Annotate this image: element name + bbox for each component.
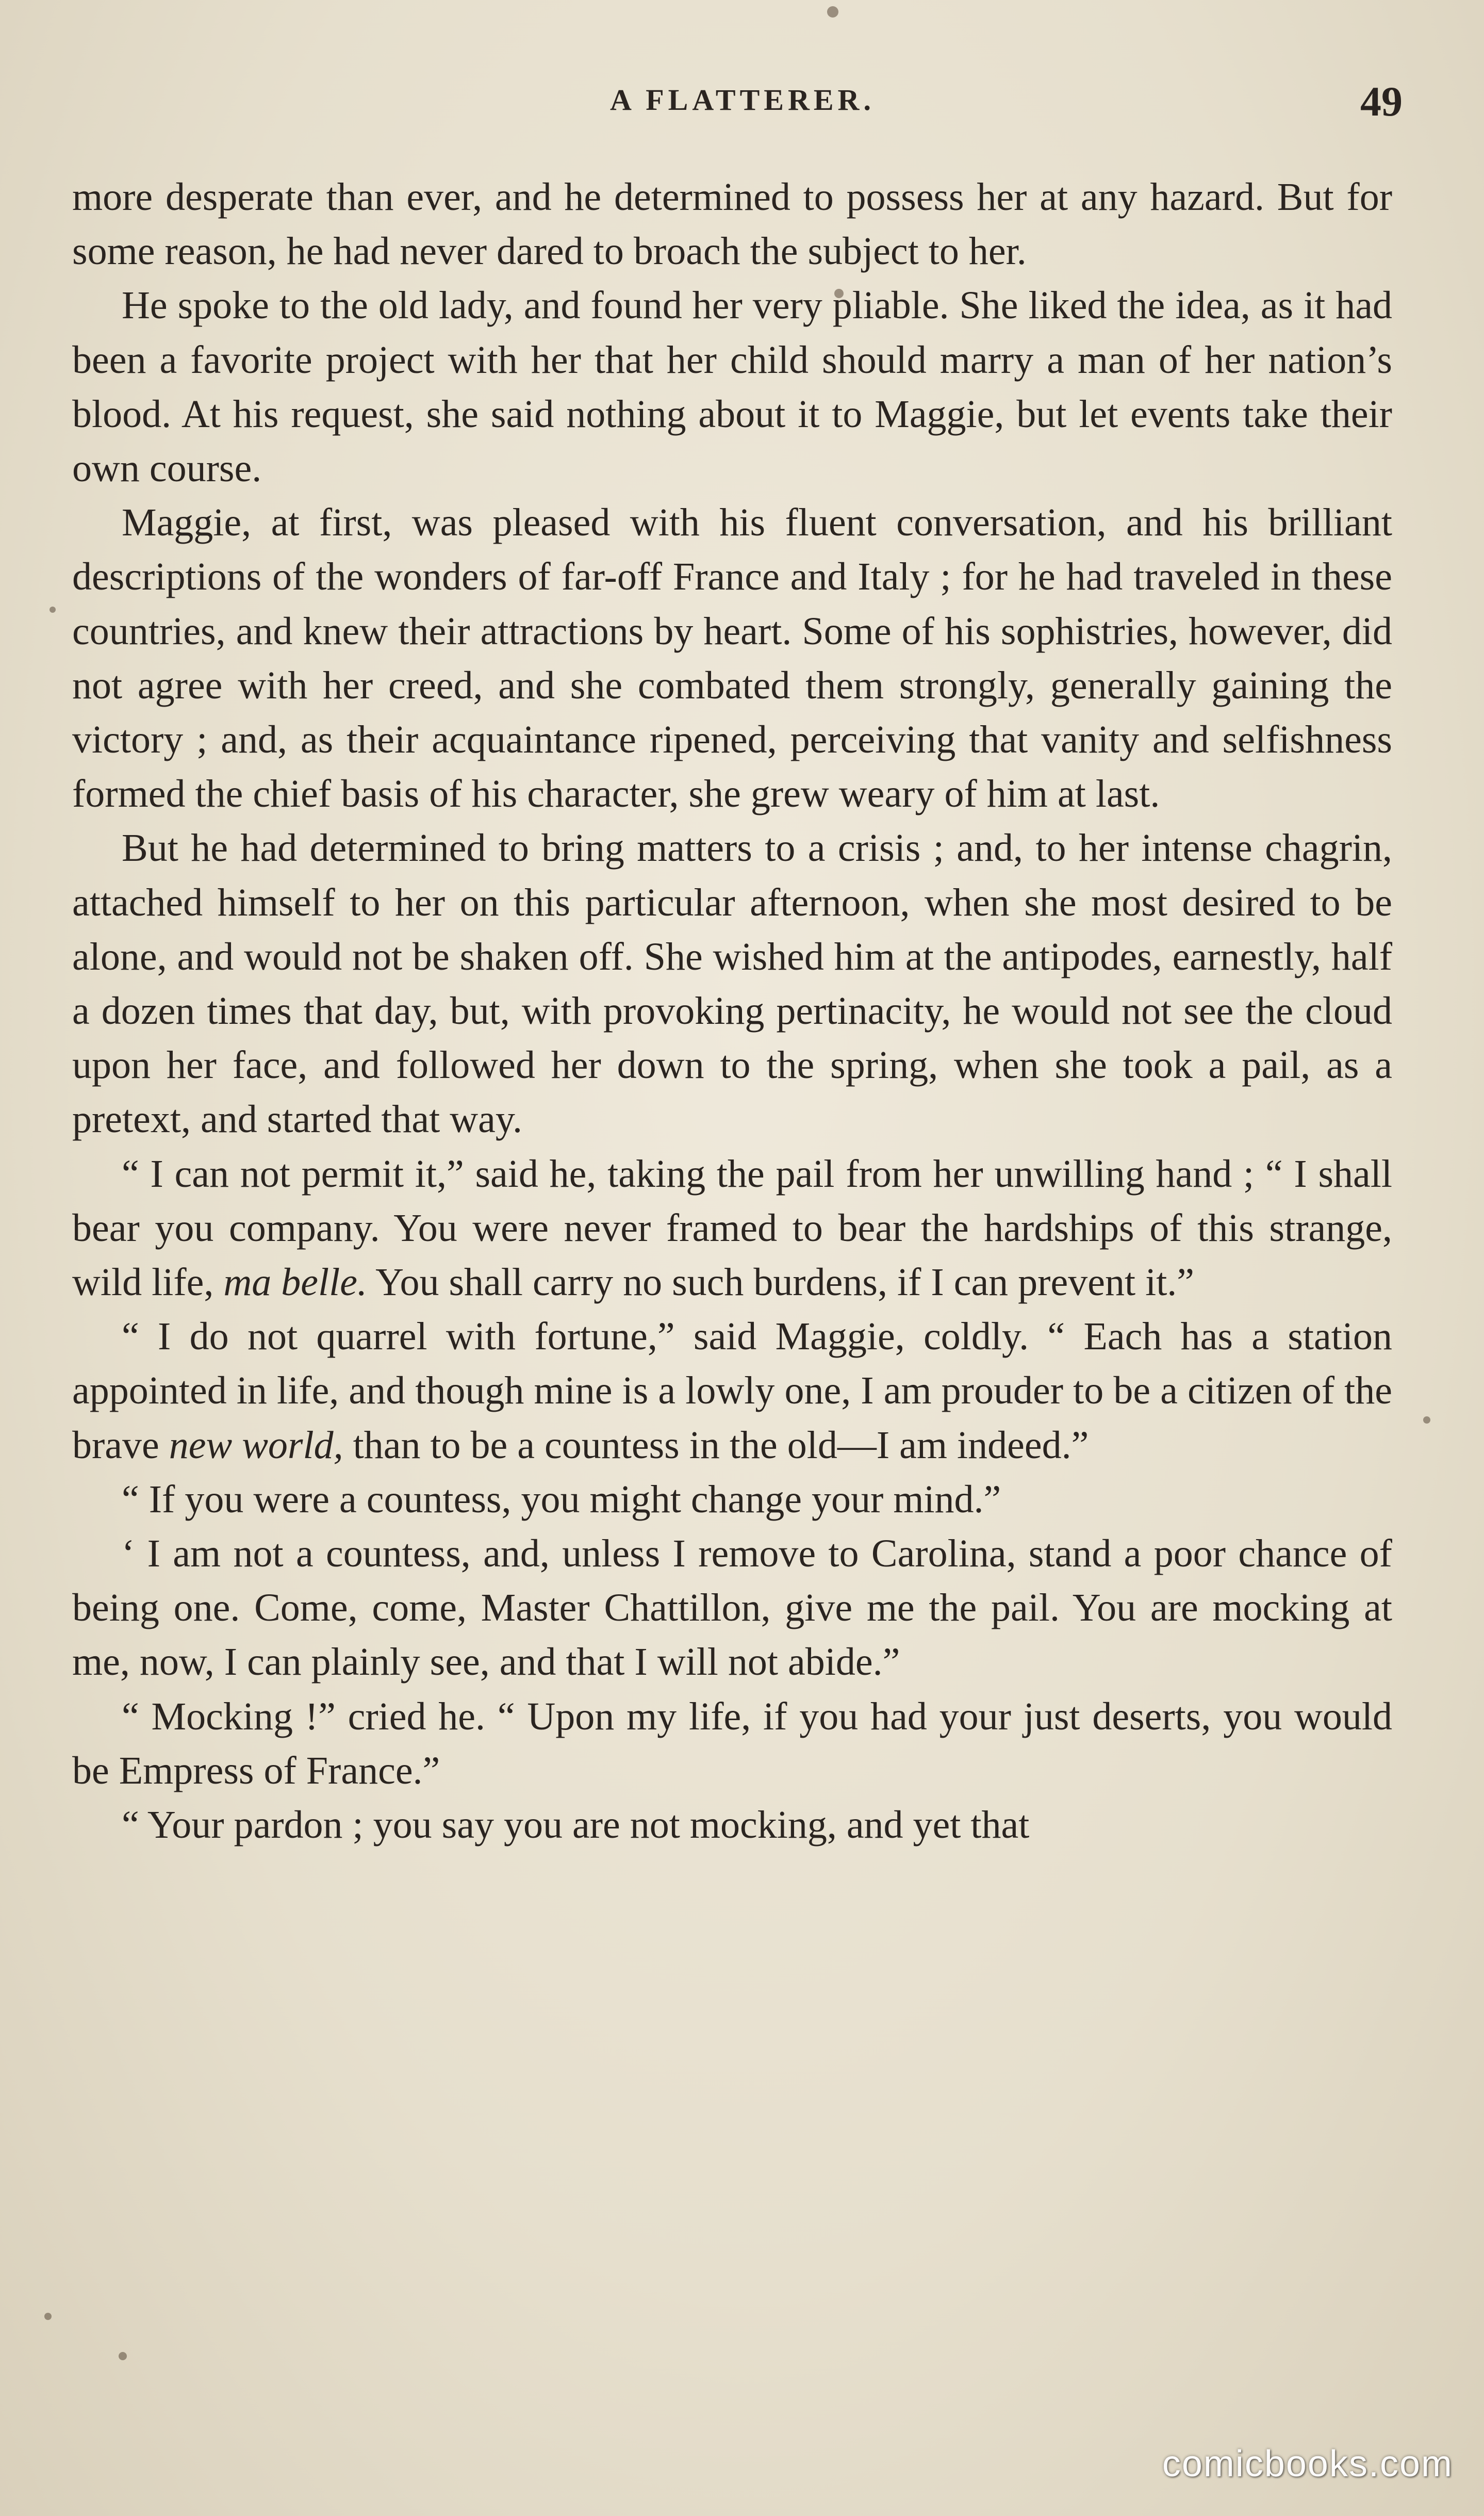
paper-speck	[1423, 1416, 1430, 1424]
text-segment: than to be a countess in the old—I am indeed.”	[343, 1423, 1089, 1467]
text-segment: “ Mocking !” cried he. “ Upon my life, if you had your just deserts, you would be Empress of France.”	[72, 1694, 1392, 1792]
text-segment: “ Your pardon ; you say you are not mocking, and yet that	[122, 1803, 1030, 1847]
text-segment: “ If you were a countess, you might change your mind.”	[122, 1477, 1001, 1521]
paragraph	[72, 1798, 1392, 1852]
paragraph	[72, 1690, 1392, 1798]
running-head: A FLATTERER.	[610, 83, 875, 117]
paragraph	[72, 1473, 1392, 1527]
paragraph	[72, 496, 1392, 821]
paper-speck	[50, 607, 56, 613]
watermark: comicbooks.com	[1162, 2443, 1453, 2485]
text-segment: Maggie, at first, was pleased with his fluent conversation, and his brilliant descriptions of the wonders of far-off France and Italy ; for he had traveled in these countries, and knew their attractions by heart. Some of his sophistries, however, did not agree with her creed, and she combated them strongly, generally gaining the victory ; and, as their acquaintance ripened, perceiving that vanity and selfishness formed the chief basis of his character, she grew weary of him at last.	[72, 501, 1392, 816]
text-segment: more desperate than ever, and he determined to possess her at any hazard. But for some reason, he had never dared to broach the subject to her.	[72, 175, 1392, 273]
paragraph	[72, 170, 1392, 279]
text-segment: ‘ I am not a countess, and, unless I remove to Carolina, stand a poor chance of being one. Come, come, Master Chattillon, give me the pail. You are mocking at me, now, I can plainly see, and that I will not abide.”	[72, 1532, 1392, 1684]
paragraph	[72, 1527, 1392, 1690]
text-segment: But he had determined to bring matters to a crisis ; and, to her intense chagrin, attached himself to her on this particular afternoon, when she most desired to be alone, and would not be shaken off. She wished him at the antipodes, earnestly, half a dozen times that day, but, with provoking pertinacity, he would not see the cloud upon her face, and followed her down to the spring, when she took a pail, as a pretext, and started that way.	[72, 826, 1392, 1141]
page-header	[83, 77, 1403, 134]
text-segment: “ I can not permit it,” said he, taking the pail from her unwilling hand ; “ I shall bear you company. You were never framed to bear the hardships of this strange, wild life,	[72, 1152, 1392, 1304]
page-number: 49	[1360, 78, 1403, 125]
paragraph	[72, 1147, 1392, 1310]
italic-text: ma belle.	[223, 1261, 367, 1304]
body-text	[72, 170, 1392, 1852]
paragraph	[72, 821, 1392, 1147]
text-segment: You shall carry no such burdens, if I can prevent it.”	[367, 1261, 1195, 1304]
paper-speck	[119, 2352, 127, 2360]
paragraph	[72, 1310, 1392, 1473]
italic-text: new world,	[169, 1423, 343, 1467]
paper-speck	[44, 2313, 52, 2320]
text-segment: “ I do not quarrel with fortune,” said Maggie, coldly. “ Each has a station appointed in life, and though mine is a lowly one, I am prouder to be a citizen of the brave	[72, 1315, 1392, 1467]
paragraph	[72, 279, 1392, 496]
paper-speck	[827, 6, 838, 18]
text-segment: He spoke to the old lady, and found her very pliable. She liked the idea, as it had been a favorite project with her that her child should marry a man of her nation’s blood. At his request, she said nothing about it to Maggie, but let events take their own course.	[72, 284, 1392, 491]
